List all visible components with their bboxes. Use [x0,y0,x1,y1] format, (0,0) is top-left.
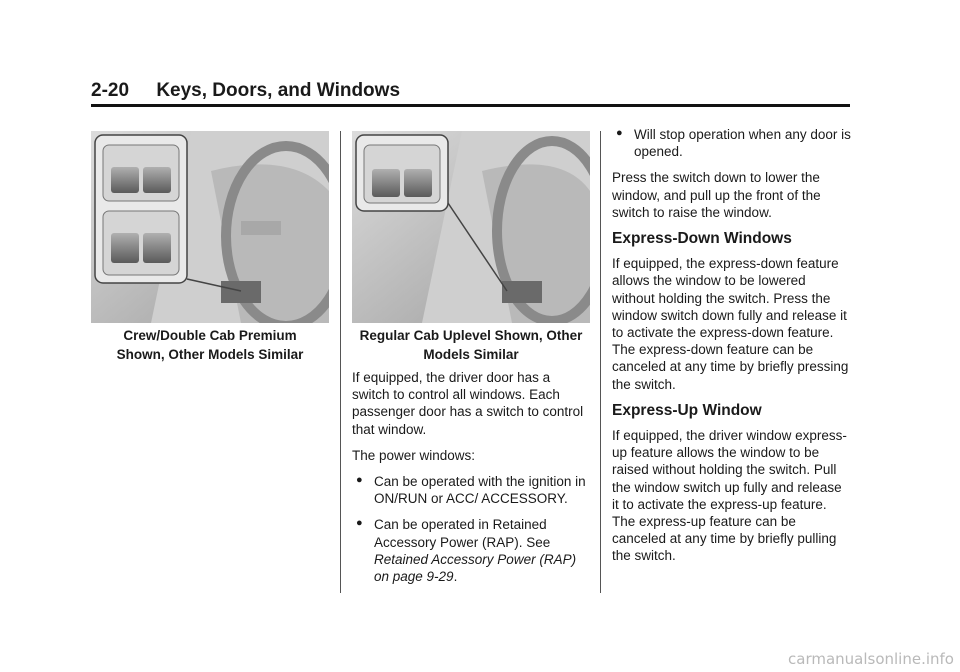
bullet-rap-text: Can be operated in Retained Accessory Power (RAP). See [374,517,551,550]
heading-express-down: Express-Down Windows [612,230,792,248]
column-3-text [612,126,852,574]
paragraph-power-windows-intro: The power windows: [352,447,476,463]
bullet-door-opened-text: Will stop operation when any door is opened. [634,127,851,160]
figure-crew-cab-window-switches [91,131,329,323]
paragraph-driver-switch: If equipped, the driver door has a switch to control all windows. Each passenger door has a switch to control that window. [352,370,584,437]
bullet-rap-end: . [453,569,458,585]
figure-1-caption-line-1: Crew/Double Cab Premium [123,328,297,343]
bullet-ignition [352,473,588,507]
page-number: 2-20 [91,80,130,101]
figure-1-caption-line-2: Shown, Other Models Similar [116,347,304,362]
column-divider-1 [340,131,341,593]
column-divider-2 [600,131,601,593]
rap-cross-reference: Retained Accessory Power (RAP) on page 9-29 [374,551,577,585]
paragraph-express-up: If equipped, the driver window express-up feature allows the window to be raised without holding the switch. Pull the window switch up fully and release it to activate the express-up feature. The express-up feature can be canceled at any time by briefly pulling the switch. [612,428,847,564]
figure-2-caption-line-2: Models Similar [423,347,519,362]
bullet-ignition-text: Can be operated with the ignition in ON/RUN or ACC/ ACCESSORY. [374,474,586,507]
section-title: Keys, Doors, and Windows [156,80,401,101]
bullet-icon: ● [356,517,363,530]
watermark: carmanualsonline.info [788,650,954,668]
figure-2-caption [352,326,590,364]
heading-express-up: Express-Up Window [612,401,762,419]
figure-2-caption-line-1: Regular Cab Uplevel Shown, Other [359,328,583,343]
bullet-icon: ● [356,474,363,487]
header-rule [91,104,850,107]
page-header [91,80,850,102]
bullet-rap [352,516,588,585]
figure-regular-cab-window-switches [352,131,590,323]
bullet-icon: ● [616,127,623,139]
paragraph-press-switch: Press the switch down to lower the window, and pull up the front of the switch to raise the window. [612,170,821,220]
paragraph-express-down: If equipped, the express-down feature allows the window to be lowered without holding the switch. Press the window switch down fully and release it to activate the express-down feature. The express-down feature can be canceled at any time by briefly pressing the switch. [612,256,849,392]
column-2-text [352,369,588,594]
figure-1-caption [91,326,329,364]
bullet-door-opened [612,126,852,160]
window-switch-illustration-2 [352,131,590,323]
window-switch-illustration-1 [91,131,329,323]
